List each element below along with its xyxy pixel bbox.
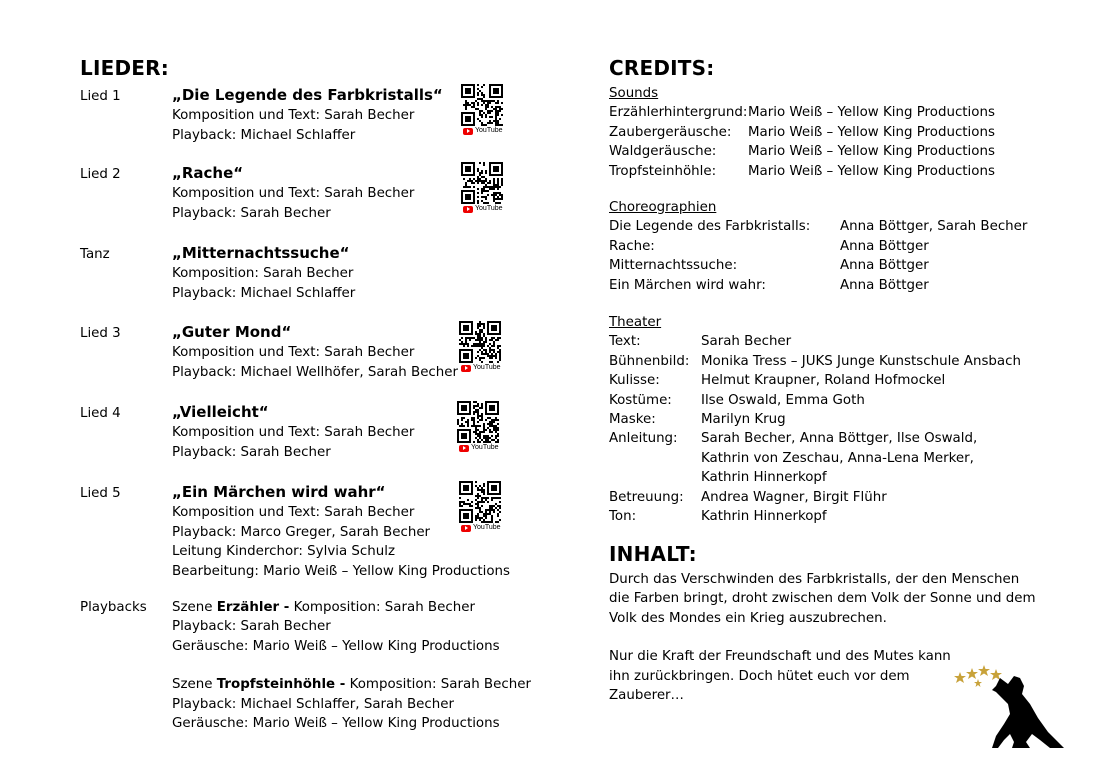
credit-role: Ton: (609, 509, 637, 525)
credit-row (609, 237, 1027, 256)
credit-role: Bühnenbild: (609, 353, 690, 369)
credit-name: Kathrin Hinnerkopf (701, 509, 827, 525)
credits-heading: CREDITS: (609, 56, 715, 80)
youtube-icon: YouTube (463, 205, 507, 213)
song-details (172, 403, 414, 462)
credit-name: Kathrin Hinnerkopf (701, 470, 827, 486)
credit-row (609, 449, 1021, 468)
playback-credit: Playback: Michael Schlaffer, Sarah Becher (172, 696, 454, 712)
song-label: Lied 4 (80, 406, 121, 421)
credit-name: Sarah Becher (701, 334, 792, 350)
credit-role: Kostüme: (609, 392, 672, 408)
lieder-heading: LIEDER: (80, 56, 169, 80)
credit-name: Ilse Oswald, Emma Goth (701, 392, 865, 408)
credit-role: Betreuung: (609, 489, 684, 505)
song-label: Lied 1 (80, 89, 121, 104)
credit-role: Waldgeräusche: (609, 144, 717, 160)
playback-scene-line: Szene Erzähler - Komposition: Sarah Becher (172, 600, 475, 615)
credit-name: Kathrin von Zeschau, Anna-Lena Merker, (701, 450, 974, 466)
credit-name: Mario Weiß – Yellow King Productions (748, 163, 995, 179)
playback-credit: Geräusche: Mario Weiß – Yellow King Productions (172, 638, 500, 654)
song-credit: Komposition und Text: Sarah Becher (172, 186, 415, 202)
song-credit: Komposition und Text: Sarah Becher (172, 425, 415, 441)
credit-row (609, 123, 995, 142)
song-credit: Komposition und Text: Sarah Becher (172, 505, 415, 521)
song-credit: Playback: Michael Wellhöfer, Sarah Becher (172, 364, 459, 380)
song-label: Tanz (80, 247, 110, 262)
choreo-title: Choreographien (609, 200, 717, 215)
song-label: Lied 3 (80, 326, 121, 341)
song-credit: Playback: Michael Schlaffer (172, 285, 356, 301)
credit-row (609, 103, 995, 122)
youtube-icon: YouTube (461, 364, 505, 372)
credit-role: Die Legende des Farbkristalls: (609, 219, 811, 235)
credit-name: Mario Weiß – Yellow King Productions (748, 105, 995, 121)
credit-row (609, 276, 1027, 295)
credit-row (609, 142, 995, 161)
song-details (172, 164, 414, 223)
song-label: Lied 2 (80, 167, 121, 182)
credit-name: Sarah Becher, Anna Böttger, Ilse Oswald, (701, 431, 978, 447)
credit-row (609, 256, 1027, 275)
credit-row (609, 507, 1021, 526)
credit-name: Mario Weiß – Yellow King Productions (748, 124, 995, 140)
credit-row (609, 410, 1021, 429)
credit-role (609, 468, 701, 487)
playbacks-label: Playbacks (80, 600, 147, 615)
inhalt-heading: INHALT: (609, 542, 697, 566)
credit-name: Marilyn Krug (701, 412, 786, 428)
credit-role: Tropfsteinhöhle: (609, 163, 717, 179)
credit-row (609, 332, 1021, 351)
song-title: „Guter Mond“ (172, 323, 292, 341)
credit-name: Anna Böttger (840, 258, 929, 274)
credit-name: Anna Böttger (840, 238, 929, 254)
youtube-icon: YouTube (463, 127, 507, 135)
song-title: „Die Legende des Farbkristalls“ (172, 86, 443, 104)
inhalt-paragraph: Nur die Kraft der Freundschaft und des Mutes kann ihn zurückbringen. Doch hütet euch vor dem Zauberer… (609, 649, 951, 704)
credit-row (609, 429, 1021, 448)
credit-row (609, 352, 1021, 371)
song-label: Lied 5 (80, 486, 121, 501)
song-details (172, 244, 355, 303)
qr-code[interactable] (461, 162, 507, 220)
playback-credit: Geräusche: Mario Weiß – Yellow King Productions (172, 716, 500, 732)
credit-role: Mitternachtssuche: (609, 258, 738, 274)
song-details (172, 323, 458, 382)
credit-row (609, 391, 1021, 410)
qr-code[interactable] (461, 84, 507, 142)
song-credit: Komposition: Sarah Becher (172, 266, 354, 282)
credit-name: Mario Weiß – Yellow King Productions (748, 144, 995, 160)
scene-name: Erzähler - (216, 600, 290, 615)
song-credit: Komposition und Text: Sarah Becher (172, 345, 415, 361)
playbacks-details (172, 598, 531, 733)
credit-role: Zaubergeräusche: (609, 124, 732, 140)
qr-code[interactable] (459, 321, 505, 379)
song-title: „Mitternachtssuche“ (172, 244, 350, 262)
stars (954, 665, 1002, 687)
inhalt-paragraph: Durch das Verschwinden des Farbkristalls, der den Menschen die Farben bringt, droht zwischen dem Volk der Sonne und dem Volk des Mondes ein Krieg auszubrechen. (609, 572, 1036, 626)
song-title: „Rache“ (172, 164, 244, 182)
theater-section (609, 313, 1021, 526)
wizard-silhouette-illustration (952, 662, 1072, 760)
song-credit: Leitung Kinderchor: Sylvia Schulz (172, 544, 396, 560)
youtube-icon: YouTube (461, 524, 505, 532)
credit-role: Ein Märchen wird wahr: (609, 277, 766, 293)
credit-role (609, 449, 701, 468)
youtube-icon: YouTube (459, 444, 503, 452)
song-title: „Ein Märchen wird wahr“ (172, 483, 386, 501)
song-details (172, 86, 443, 145)
theater-title: Theater (609, 315, 662, 330)
credit-role: Rache: (609, 238, 655, 254)
qr-code[interactable] (457, 401, 503, 459)
credit-role: Maske: (609, 412, 656, 428)
playback-scene-line: Szene Tropfsteinhöhle - Komposition: Sarah Becher (172, 677, 531, 693)
credit-role: Erzählerhintergrund: (609, 105, 748, 121)
credit-row (609, 162, 995, 181)
sounds-title: Sounds (609, 86, 659, 101)
credit-name: Andrea Wagner, Birgit Flühr (701, 489, 887, 505)
credit-row (609, 217, 1027, 236)
credit-name: Monika Tress – JUKS Junge Kunstschule Ansbach (701, 353, 1021, 369)
credit-role: Kulisse: (609, 373, 660, 389)
song-credit: Playback: Marco Greger, Sarah Becher (172, 524, 431, 540)
song-title: „Vielleicht“ (172, 403, 269, 421)
credit-name: Anna Böttger (840, 277, 929, 293)
credit-row (609, 468, 1021, 487)
song-credit: Komposition und Text: Sarah Becher (172, 108, 415, 124)
playback-credit: Playback: Sarah Becher (172, 619, 331, 635)
credit-name: Helmut Kraupner, Roland Hofmockel (701, 373, 946, 389)
credit-row (609, 371, 1021, 390)
song-credit: Bearbeitung: Mario Weiß – Yellow King Productions (172, 563, 511, 579)
scene-name: Tropfsteinhöhle - (216, 677, 346, 693)
qr-code[interactable] (459, 481, 505, 539)
choreo-section (609, 198, 1027, 295)
sounds-section (609, 84, 995, 181)
song-credit: Playback: Michael Schlaffer (172, 127, 356, 143)
song-credit: Playback: Sarah Becher (172, 444, 331, 460)
song-credit: Playback: Sarah Becher (172, 205, 331, 221)
credit-role: Anleitung: (609, 431, 678, 447)
credit-role: Text: (609, 334, 641, 350)
credit-name: Anna Böttger, Sarah Becher (840, 219, 1028, 235)
credit-row (609, 488, 1021, 507)
